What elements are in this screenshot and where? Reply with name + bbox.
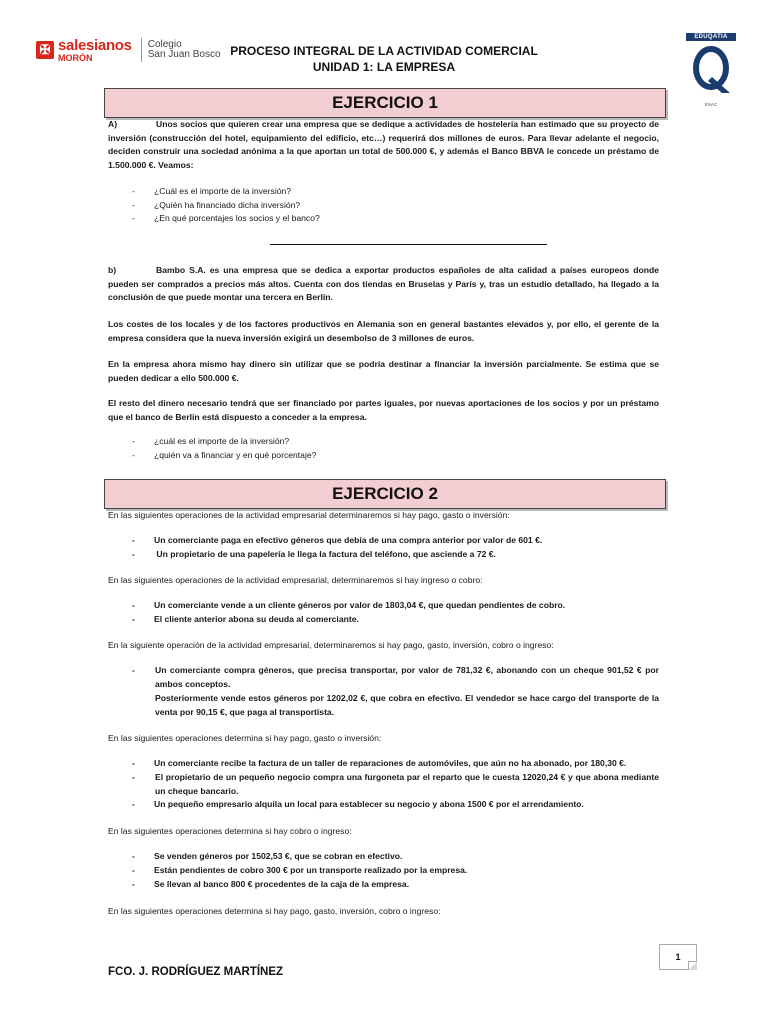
logo-school-line2: San Juan Bosco: [147, 49, 221, 60]
list-item: - Un propietario de una papelería le llega la factura del teléfono, que asciende a 72 €.: [132, 549, 496, 559]
exercise-1b-paragraph-3: En la empresa ahora mismo hay dinero sin utilizar que se podría destinar a financiar la inversión parcialmente. Se estima que se pueden dedicar a ello 500.000 €.: [108, 359, 659, 383]
exercise-1b-paragraph-2: Los costes de los locales y de los factores productivos en Alemania son en general bastantes elevados y, por ello, el gerente de la empresa considera que la nueva inversión exigirá un desembolso de 3 millones de euros.: [108, 319, 659, 343]
quality-q-icon: [686, 44, 736, 96]
header-subtitle: UNIDAD 1: LA EMPRESA: [312, 60, 456, 74]
exercise-1a-text: Unos socios que quieren crear una empresa que se dedique a actividades de hostelería han estimado que su proyecto de inversión (construcción del hotel, equipamiento del edificio, etc…) requerirá dos millones de euros. Para llevar adelante el negocio, deciden construir una sociedad anónima a la que aportan un total de 500.000 €, y además el Banco BBVA le concede un préstamo de 1.500.000 €. Veamos:: [108, 119, 659, 170]
quality-logo-bottom: ENAC: [704, 102, 718, 107]
exercise-2-intro-1: En las siguientes operaciones de la actividad empresarial determinaremos si hay pago, gasto o inversión:: [108, 510, 510, 520]
list-item: - ¿Quién ha financiado dicha inversión?: [132, 200, 301, 210]
list-item-text: El propietario de un pequeño negocio compra una furgoneta par el reparto que le cuesta 12020,24 € y que abona mediante un cheque bancario.: [155, 772, 659, 796]
list-item: - Un pequeño empresario alquila un local para establecer su negocio y abona 1500 € por el arrendamiento.: [132, 799, 584, 809]
salesianos-icon: ✠: [36, 41, 54, 59]
logo-divider: [141, 38, 142, 62]
exercise-1a-paragraph: [108, 118, 659, 172]
exercise-2-intro-5: En las siguientes operaciones determina si hay cobro o ingreso:: [108, 826, 352, 836]
exercise-2-intro-4: En las siguientes operaciones determina si hay pago, gasto o inversión:: [108, 733, 382, 743]
list-item: - ¿quién va a financiar y en qué porcentaje?: [132, 450, 317, 460]
list-item: - Un comerciante recibe la factura de un taller de reparaciones de automóviles, que aún no ha abonado, por 180,30 €.: [132, 758, 627, 768]
list-item: - ¿cuál es el importe de la inversión?: [132, 436, 290, 446]
logo-place: MORÓN: [58, 52, 93, 63]
list-item: - ¿Cuál es el importe de la inversión?: [132, 186, 292, 196]
exercise-2-intro-3: En la siguiente operación de la actividad empresarial, determinaremos si hay pago, gasto, inversión, cobro o ingreso:: [108, 640, 554, 650]
header-title: PROCESO INTEGRAL DE LA ACTIVIDAD COMERCIAL: [230, 44, 538, 58]
logo-brand-name: salesianos: [58, 36, 132, 54]
list-item: - ¿En qué porcentajes los socios y el banco?: [132, 213, 320, 223]
logo-school-line1: Colegio: [147, 38, 182, 50]
exercise-1a-label: A): [108, 119, 118, 129]
list-item: - Un comerciante vende a un cliente géneros por valor de 1803,04 €, que quedan pendientes de cobro.: [132, 600, 566, 610]
quality-logo: [686, 33, 736, 107]
list-item: - Un comerciante paga en efectivo géneros que debía de una compra anterior por valor de 601 €.: [132, 535, 543, 545]
list-item: - El cliente anterior abona su deuda al comerciante.: [132, 614, 359, 624]
exercise-1b-text: Bambo S.A. es una empresa que se dedica a exportar productos españoles de alta calidad a países europeos donde pueden ser comprados a precios más altos. Cuenta con dos tiendas en Bruselas y París y, tras un estudio detallado, ha llegado a la conclusión de que puede montar una tercera en Berlín.: [108, 265, 659, 302]
list-item: -: [132, 665, 135, 675]
page-fold-icon: [688, 961, 697, 970]
exercise-1-title: EJERCICIO 1: [104, 88, 666, 118]
exercise-2-intro-2: En las siguientes operaciones de la actividad empresarial, determinaremos si hay ingreso o cobro:: [108, 575, 483, 585]
exercise-1b-paragraph: [108, 264, 659, 305]
list-item-continuation: Posteriormente vende estos géneros por 1202,02 €, que cobra en efectivo. El vendedor se hace cargo del transporte de la venta por 90,15 €, que paga al transportista.: [155, 693, 659, 717]
list-item: - Se llevan al banco 800 € procedentes de la caja de la empresa.: [132, 879, 410, 889]
page-number: [659, 944, 697, 970]
list-item: - Están pendientes de cobro 300 € por un transporte realizado por la empresa.: [132, 865, 468, 875]
section-divider: [270, 244, 547, 245]
exercise-2-title: EJERCICIO 2: [104, 479, 666, 509]
list-item: -: [132, 772, 135, 782]
exercise-2-intro-6: En las siguientes operaciones determina si hay pago, gasto, inversión, cobro o ingreso:: [108, 906, 441, 916]
list-item: - Se venden géneros por 1502,53 €, que se cobran en efectivo.: [132, 851, 403, 861]
exercise-1b-paragraph-4: El resto del dinero necesario tendrá que ser financiado por partes iguales, por nuevas aportaciones de los socios y por un préstamo que el banco de Berlín está dispuesto a conceder a la empresa.: [108, 398, 659, 422]
quality-logo-top: EDUQATIA: [686, 33, 736, 41]
page-number-value: 1: [675, 952, 681, 962]
list-item-text: Un comerciante compra géneros, que precisa transportar, por valor de 781,32 €, abonando con un cheque 901,52 € por ambos conceptos.: [155, 665, 659, 689]
footer-author: FCO. J. RODRÍGUEZ MARTÍNEZ: [108, 966, 284, 978]
exercise-1b-label: b): [108, 265, 117, 275]
